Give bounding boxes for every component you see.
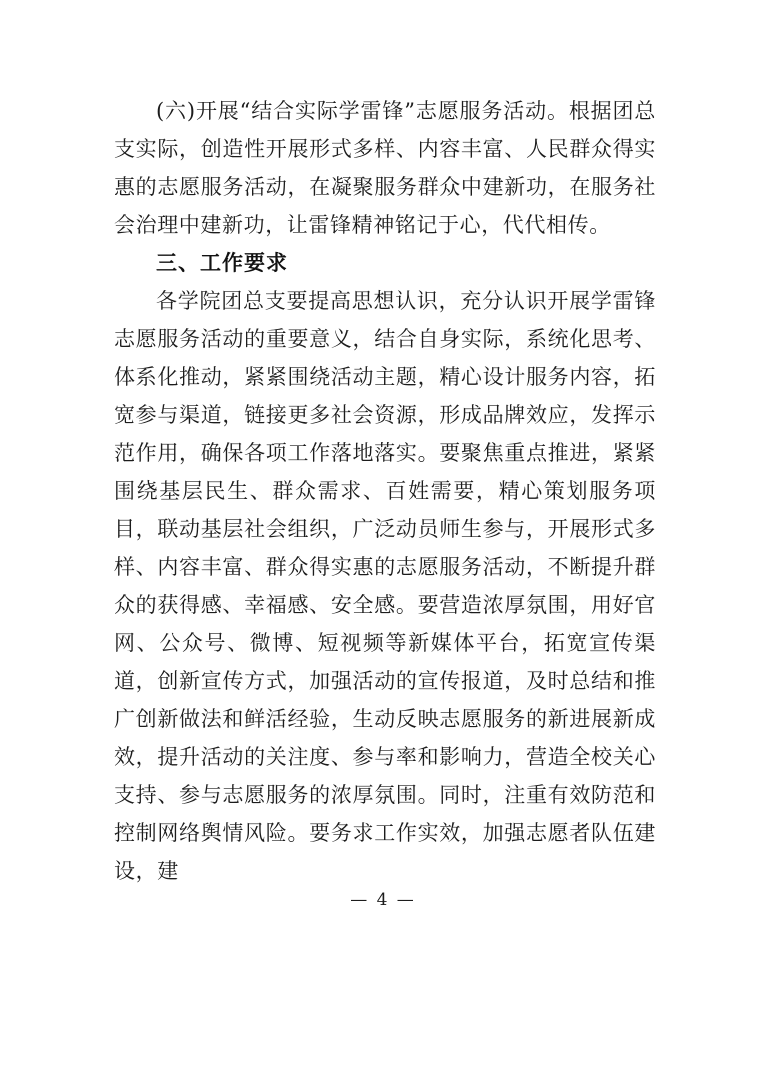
page-number: — 4 — <box>350 890 416 910</box>
document-content <box>114 92 656 890</box>
section-heading-work-requirements: 三、工作要求 <box>156 251 288 275</box>
paragraph-work-requirements: 各学院团总支要提高思想认识，充分认识开展学雷锋志愿服务活动的重要意义，结合自身实际，系统化思考、体系化推动，紧紧围绕活动主题，精心设计服务内容，拓宽参与渠道，链接更多社会资源，形成品牌效应，发挥示范作用，确保各项工作落地落实。要聚焦重点推进，紧紧围绕基层民生、群众需求、百姓需要，精心策划服务项目，联动基层社会组织，广泛动员师生参与，开展形式多样、内容丰富、群众得实惠的志愿服务活动，不断提升群众的获得感、幸福感、安全感。要营造浓厚氛围，用好官网、公众号、微博、短视频等新媒体平台，拓宽宣传渠道，创新宣传方式，加强活动的宣传报道，及时总结和推广创新做法和鲜活经验，生动反映志愿服务的新进展新成效，提升活动的关注度、参与率和影响力，营造全校关心支持、参与志愿服务的浓厚氛围。同时，注重有效防范和控制网络舆情风险。要务求工作实效，加强志愿者队伍建设，建 <box>114 289 656 883</box>
paragraph-item-six: (六)开展“结合实际学雷锋”志愿服务活动。根据团总支实际，创造性开展形式多样、内容丰富、人民群众得实惠的志愿服务活动，在凝聚服务群众中建新功，在服务社会治理中建新功，让雷锋精神铭记于心，代代相传。 <box>114 99 656 237</box>
